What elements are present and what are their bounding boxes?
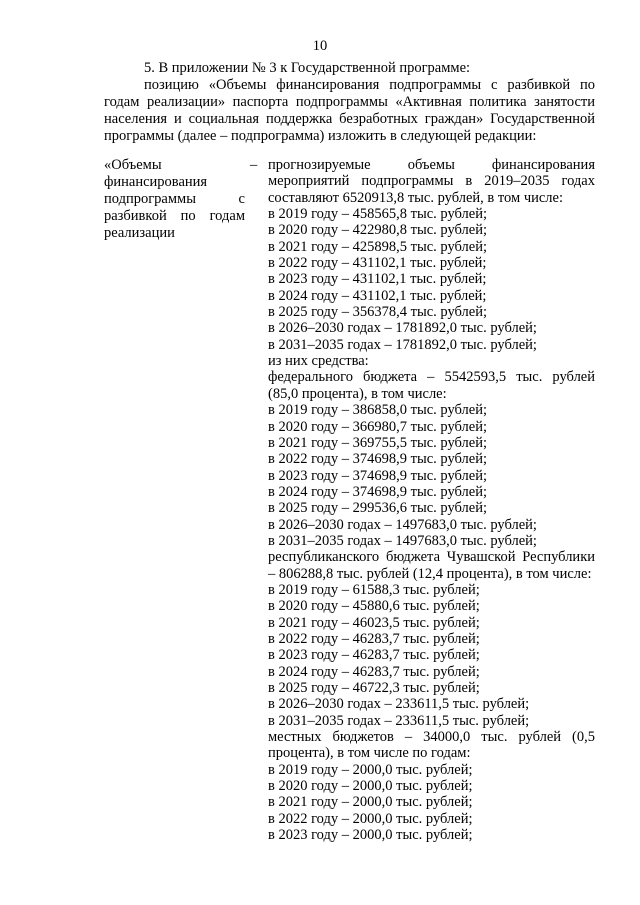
position-label: «Объемы финансирования подпрограммы с разбивкой по годам реализации	[104, 157, 245, 241]
financing-line: в 2024 году – 431102,1 тыс. рублей;	[268, 287, 487, 304]
federal-budget-total: федерального бюджета – 5542593,5 тыс. рублей (85,0 процента), в том числе:	[268, 369, 595, 402]
financing-line: в 2020 году – 422980,8 тыс. рублей;	[268, 222, 488, 239]
financing-line: в 2024 году – 374698,9 тыс. рублей;	[268, 483, 488, 500]
financing-line: в 2023 году – 2000,0 тыс. рублей;	[268, 827, 473, 844]
financing-total: прогнозируемые объемы финансирования мероприятий подпрограммы в 2019–2035 годах составляют 6520913,8 тыс. рублей, в том числе:	[268, 157, 595, 206]
financing-line: в 2020 году – 45880,6 тыс. рублей;	[268, 598, 480, 615]
financing-line: в 2031–2035 годах – 1781892,0 тыс. рублей;	[268, 336, 537, 353]
financing-line: в 2021 году – 46023,5 тыс. рублей;	[268, 614, 480, 631]
financing-line: в 2031–2035 годах – 233611,5 тыс. рублей;	[268, 712, 530, 729]
financing-line: в 2023 году – 46283,7 тыс. рублей;	[268, 647, 480, 664]
financing-line: в 2020 году – 366980,7 тыс. рублей;	[268, 418, 488, 435]
financing-line: в 2021 году – 2000,0 тыс. рублей;	[268, 794, 473, 811]
republic-budget-total: республиканского бюджета Чувашской Республики – 806288,8 тыс. рублей (12,4 процента), в том числе:	[268, 549, 595, 582]
financing-line: в 2026–2030 годах – 233611,5 тыс. рублей;	[268, 696, 530, 713]
local-budget-total: местных бюджетов – 34000,0 тыс. рублей (0,5 процента), в том числе по годам:	[268, 729, 595, 762]
financing-line: в 2023 году – 374698,9 тыс. рублей;	[268, 467, 488, 484]
financing-line: в 2026–2030 годах – 1781892,0 тыс. рублей;	[268, 320, 537, 337]
financing-line: в 2031–2035 годах – 1497683,0 тыс. рублей;	[268, 532, 537, 549]
position-dash: –	[250, 157, 258, 173]
intro-section	[104, 60, 595, 145]
financing-line: в 2026–2030 годах – 1497683,0 тыс. рублей;	[268, 516, 537, 533]
financing-line: в 2019 году – 386858,0 тыс. рублей;	[268, 402, 488, 419]
financing-line: в 2021 году – 425898,5 тыс. рублей;	[268, 238, 488, 255]
financing-details	[268, 157, 595, 843]
financing-line: в 2020 году – 2000,0 тыс. рублей;	[268, 778, 473, 795]
financing-line: в 2025 году – 299536,6 тыс. рублей;	[268, 500, 488, 517]
financing-line: в 2023 году – 431102,1 тыс. рублей;	[268, 271, 487, 288]
financing-line: в 2021 году – 369755,5 тыс. рублей;	[268, 434, 488, 451]
financing-line: в 2024 году – 46283,7 тыс. рублей;	[268, 663, 480, 680]
financing-line: в 2022 году – 374698,9 тыс. рублей;	[268, 451, 488, 468]
financing-line: в 2022 году – 431102,1 тыс. рублей;	[268, 255, 487, 272]
financing-line: в 2022 году – 46283,7 тыс. рублей;	[268, 630, 480, 647]
page-number: 10	[312, 38, 328, 54]
financing-line: в 2019 году – 2000,0 тыс. рублей;	[268, 761, 473, 778]
intro-heading: 5. В приложении № 3 к Государственной программе:	[144, 60, 471, 76]
financing-line: в 2025 году – 46722,3 тыс. рублей;	[268, 680, 480, 696]
sources-heading: из них средства:	[268, 353, 369, 370]
financing-line: в 2022 году – 2000,0 тыс. рублей;	[268, 810, 473, 827]
intro-paragraph: позицию «Объемы финансирования подпрограммы с разбивкой по годам реализации» паспорта подпрограммы «Активная политика занятости населения и социальная поддержка безработных граждан» Государственной программы (далее – подпрограмма) изложить в следующей редакции:	[104, 77, 595, 144]
financing-line: в 2019 году – 458565,8 тыс. рублей;	[268, 206, 488, 223]
financing-line: в 2025 году – 356378,4 тыс. рублей;	[268, 304, 488, 321]
financing-line: в 2019 году – 61588,3 тыс. рублей;	[268, 581, 480, 598]
